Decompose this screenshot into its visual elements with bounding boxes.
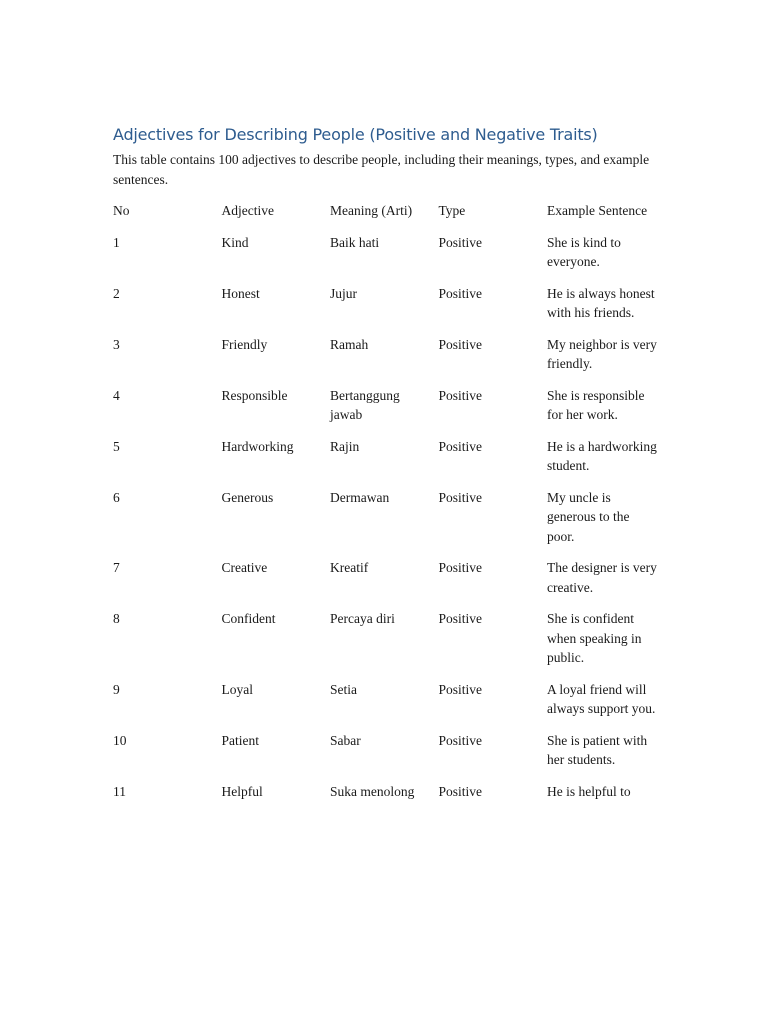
cell-no: 2 [113,285,120,301]
table-row [113,782,658,802]
cell-example-sentence: He is a hardworking student. [547,438,657,473]
cell-no: 10 [113,732,127,748]
table-row [113,609,658,668]
cell-example-sentence: She is patient with her students. [547,732,648,767]
cell-type: Positive [438,732,483,748]
cell-example-sentence: She is kind to everyone. [547,234,621,269]
cell-meaning: Kreatif [330,560,369,575]
cell-meaning: Suka menolong [330,783,415,799]
cell-no: 8 [113,611,120,626]
cell-adjective: Friendly [221,336,268,352]
cell-meaning: Setia [330,681,357,697]
intro-paragraph: This table contains 100 adjectives to describe people, including their meanings, types, and example sentences. [113,152,650,187]
cell-type: Positive [438,285,483,301]
cell-meaning: Percaya diri [330,611,395,626]
table-row [113,284,658,323]
table-row [113,437,658,476]
table-row [113,386,658,425]
cell-no: 3 [113,336,120,352]
cell-adjective: Kind [221,234,249,250]
cell-adjective: Confident [221,611,276,626]
header-no: No [113,203,130,218]
cell-meaning: Baik hati [330,234,380,250]
cell-no: 11 [113,783,126,799]
cell-meaning: Bertanggung jawab [330,387,400,422]
cell-adjective: Generous [221,489,274,505]
cell-example-sentence: My uncle is generous to the poor. [547,489,630,544]
cell-example-sentence: A loyal friend will always support you. [547,681,656,716]
cell-adjective: Loyal [221,681,253,697]
cell-meaning: Ramah [330,336,369,352]
table-row [113,488,658,547]
cell-meaning: Jujur [330,285,357,301]
cell-example-sentence: He is always honest with his friends. [547,285,655,320]
document-content [113,124,658,813]
cell-meaning: Rajin [330,438,360,454]
header-adjective: Adjective [221,203,274,218]
table-row [113,335,658,374]
cell-adjective: Creative [221,560,268,575]
cell-adjective: Honest [221,285,260,301]
adjectives-table [113,201,658,801]
cell-type: Positive [438,560,483,575]
cell-type: Positive [438,438,483,454]
cell-no: 9 [113,681,120,697]
cell-adjective: Hardworking [221,438,294,454]
table-row [113,233,658,272]
cell-example-sentence: The designer is very creative. [547,560,657,595]
cell-no: 5 [113,438,120,454]
cell-adjective: Helpful [221,783,263,799]
cell-type: Positive [438,489,483,505]
cell-type: Positive [438,387,483,403]
cell-no: 7 [113,560,120,575]
table-row [113,731,658,770]
cell-type: Positive [438,783,483,799]
cell-adjective: Patient [221,732,259,748]
cell-example-sentence: My neighbor is very friendly. [547,336,657,371]
cell-example-sentence: He is helpful to [547,783,631,799]
table-header-row [113,201,658,221]
cell-no: 4 [113,387,120,403]
cell-no: 1 [113,234,120,250]
cell-no: 6 [113,489,120,505]
document-title: Adjectives for Describing People (Positive and Negative Traits) [113,125,598,144]
cell-meaning: Dermawan [330,489,390,505]
table-row [113,680,658,719]
cell-type: Positive [438,234,483,250]
cell-type: Positive [438,611,483,626]
cell-type: Positive [438,336,483,352]
cell-adjective: Responsible [221,387,288,403]
cell-type: Positive [438,681,483,697]
header-type: Type [438,203,466,218]
cell-meaning: Sabar [330,732,361,748]
table-row [113,558,658,597]
cell-example-sentence: She is responsible for her work. [547,387,645,422]
header-example-sentence: Example Sentence [547,203,648,218]
cell-example-sentence: She is confident when speaking in public. [547,611,642,665]
header-meaning: Meaning (Arti) [330,203,413,218]
